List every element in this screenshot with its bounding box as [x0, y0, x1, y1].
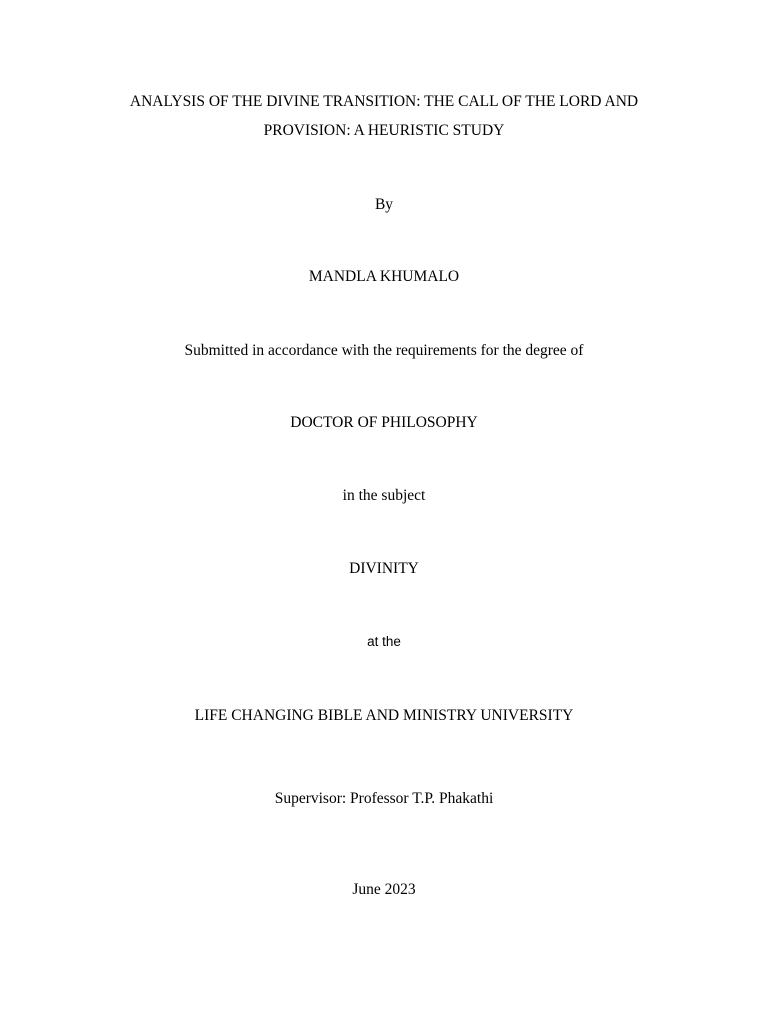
subject-intro: in the subject [342, 487, 426, 504]
by-label: By [374, 196, 394, 213]
degree-name: DOCTOR OF PHILOSOPHY [290, 414, 478, 431]
institution-name: LIFE CHANGING BIBLE AND MINISTRY UNIVERSITY [194, 707, 574, 724]
institution-intro: at the [367, 634, 401, 649]
submission-date: June 2023 [352, 881, 416, 898]
submission-statement: Submitted in accordance with the requirements for the degree of [184, 342, 584, 359]
thesis-title-line-1: ANALYSIS OF THE DIVINE TRANSITION: THE CALL OF THE LORD AND [129, 93, 639, 110]
thesis-title-line-2: PROVISION: A HEURISTIC STUDY [263, 122, 505, 139]
supervisor-line: Supervisor: Professor T.P. Phakathi [274, 790, 494, 807]
author-name: MANDLA KHUMALO [308, 268, 460, 285]
subject-name: DIVINITY [349, 560, 419, 577]
